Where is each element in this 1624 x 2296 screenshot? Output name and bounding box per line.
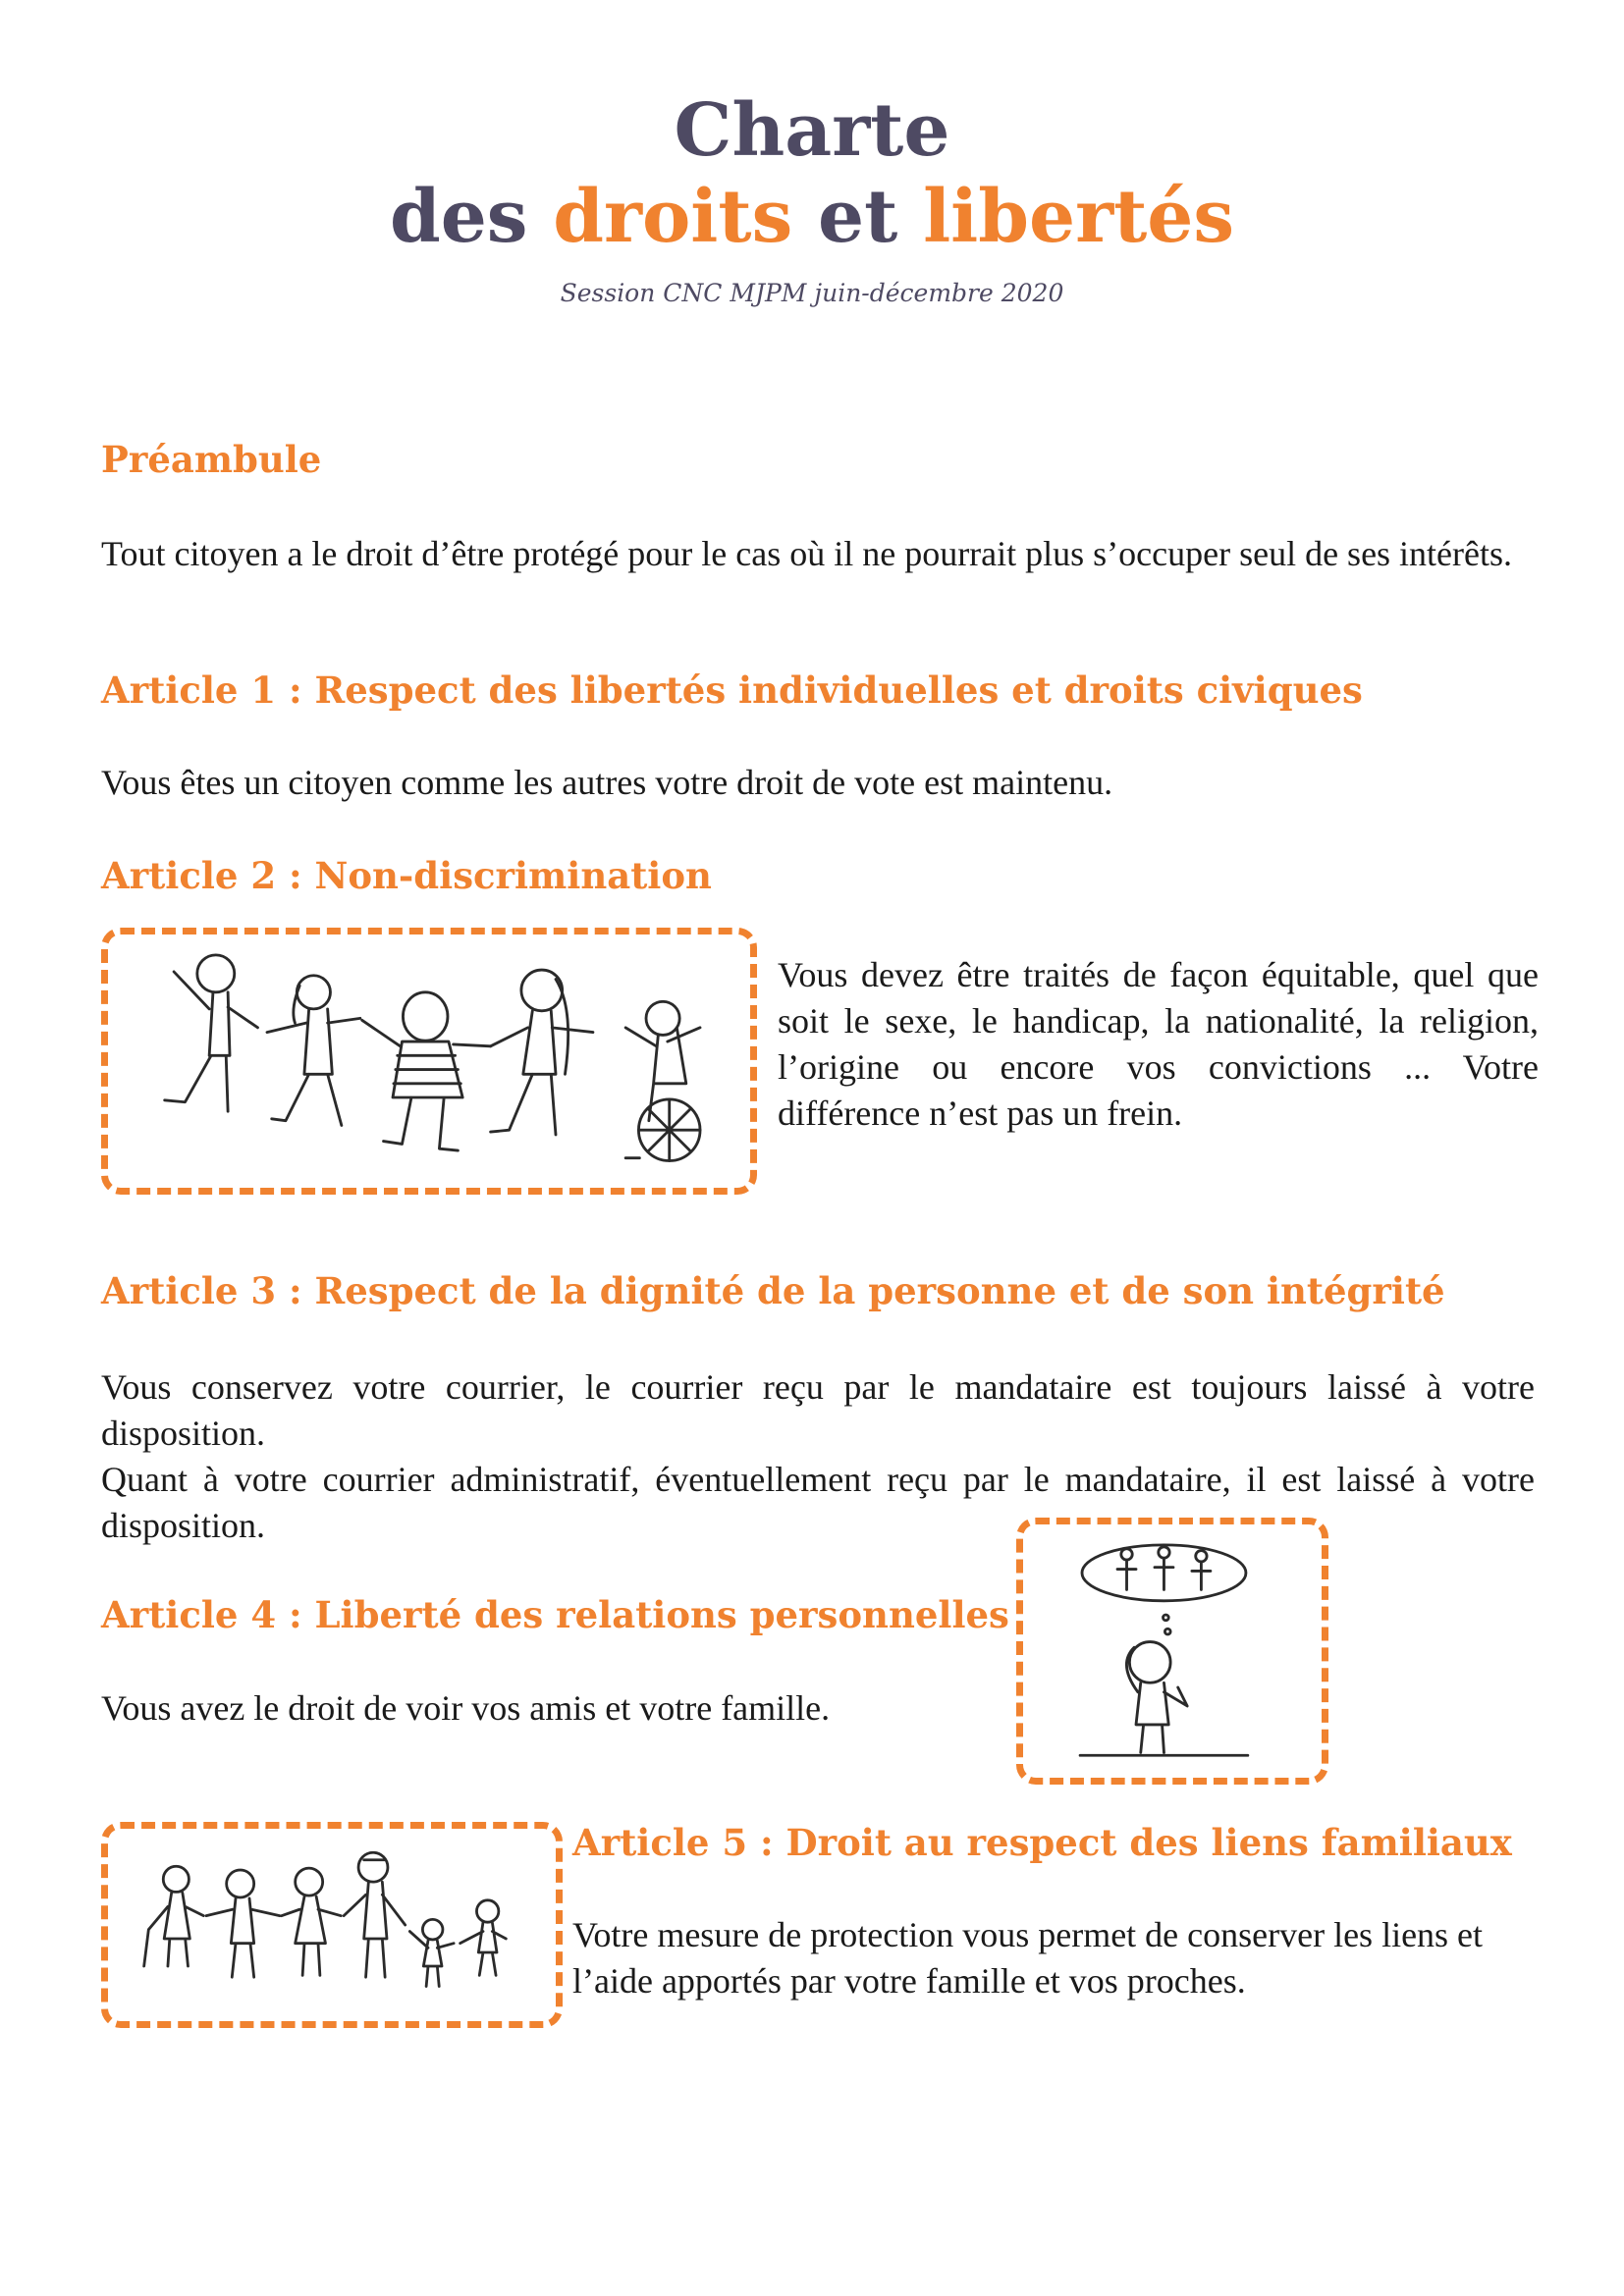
article5-heading: Article 5 : Droit au respect des liens familiaux (572, 1821, 1512, 1864)
article4-heading: Article 4 : Liberté des relations personnelles (101, 1593, 1009, 1636)
article3-text2: Quant à votre courrier administratif, éventuellement reçu par le mandataire, il est laissé à votre disposition. (101, 1460, 1535, 1545)
title-mid: et (792, 175, 924, 259)
article4-text: Vous avez le droit de voir vos amis et votre famille. (101, 1688, 831, 1728)
drawing-frame-thinking (1016, 1518, 1328, 1785)
page-title: Charte (674, 88, 950, 173)
article3-text1: Vous conservez votre courrier, le courrier reçu par le mandataire est toujours laissé à votre disposition. (101, 1367, 1535, 1453)
article3-heading: Article 3 : Respect de la dignité de la personne et de son intégrité (101, 1269, 1445, 1312)
article1-heading: Article 1 : Respect des libertés individuelles et droits civiques (101, 668, 1363, 712)
subtitle: Session CNC MJPM juin-décembre 2020 (560, 279, 1064, 307)
title-accent-libertes: libertés (923, 175, 1235, 259)
article2-heading: Article 2 : Non-discrimination (101, 854, 712, 897)
preambule-text: Tout citoyen a le droit d’être protégé pour le cas où il ne pourrait plus s’occuper seul de ses intérêts. (101, 534, 1513, 573)
thinking-drawing (1023, 1524, 1322, 1778)
article2-text: Vous devez être traités de façon équitable, quel que soit le sexe, le handicap, la nationalité, la religion, l’origine ou encore vos convictions ... Votre différence n’est pas un frein. (778, 955, 1539, 1133)
diversity-drawing (108, 934, 750, 1188)
article5-text: Votre mesure de protection vous permet de conserver les liens et l’aide apportés par votre famille et vos proches. (572, 1915, 1484, 2001)
title-accent-droits: droits (553, 175, 793, 259)
drawing-frame-family (101, 1822, 563, 2028)
article1-text: Vous êtes un citoyen comme les autres votre droit de vote est maintenu. (101, 763, 1113, 802)
page-title-line2 (0, 173, 1624, 261)
preambule-heading: Préambule (101, 438, 322, 481)
family-drawing (108, 1829, 556, 2021)
title-prefix: des (389, 175, 554, 259)
drawing-frame-diversity (101, 928, 757, 1195)
